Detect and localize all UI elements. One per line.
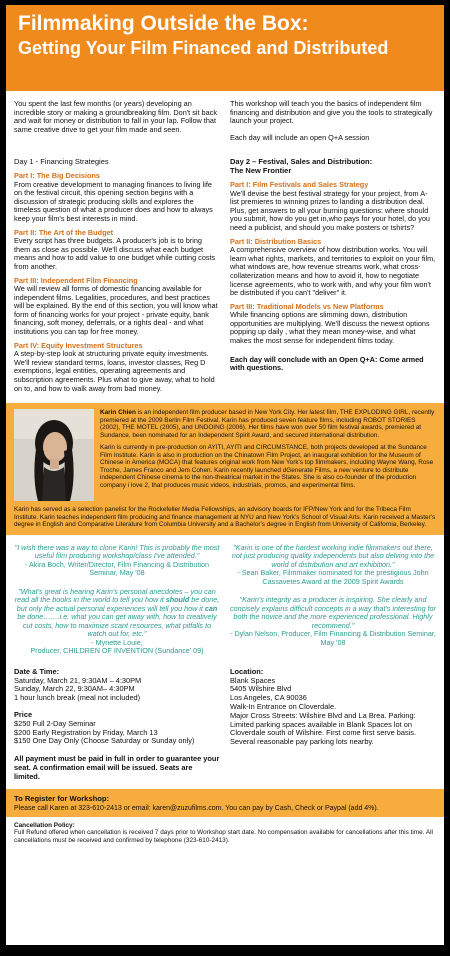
day2-heading-line2: The New Frontier <box>230 165 292 175</box>
day2-part3-title: Part III: Traditional Models vs New Platforms <box>230 301 384 311</box>
register-banner <box>6 789 444 817</box>
title-line-2: Getting Your Film Financed and Distributed <box>18 38 389 58</box>
location-label: Location: <box>230 666 264 676</box>
testimonials <box>6 535 444 656</box>
register-label: To Register for Workshop: <box>14 794 110 804</box>
bio-paragraph-3: Karin has served as a selection panelist for the Rockefeller Media Fellowships, an advisory boards for IFP/New York and for the Tribeca Film Institute. Karin teaches independent film producing and finance management at NYU and New York's School of Visual Arts. Karin received a Master's degree in English and Comparative Literature from Columbia University and a Bachelor's degree in English from University of California, Berkeley. <box>14 506 436 529</box>
testimonial-attribution: - Akira Boch, Writer/Director, Film Financing & Distribution Seminar, May '08 <box>25 559 209 578</box>
title-line-1: Filmmaking Outside the Box: <box>18 12 309 35</box>
testimonial-quote <box>14 588 220 639</box>
intro-right-text: This workshop will teach you the basics of independent film financing and distribution and give you the tools to strategically launch your project. <box>230 99 433 126</box>
day1-part3-title: Part III: Independent Film Financing <box>14 275 138 285</box>
day2-heading <box>230 157 436 175</box>
cancellation-text: Full Refund offered when cancellation is received 7 days prior to Workshop start date. No compensation available for cancellations after this time. All cancellations must be received and confirmed by telephone (323-610-2413). <box>14 829 433 844</box>
intro-left-text: You spent the last few months (or years) developing an incredible story or making a groundbreaking film. Don't sit back and wait for money or distribution to fall in your lap. Follow that same creative drive to get your film made and seen. <box>14 99 217 134</box>
day1-part2-body: Every script has three budgets. A producer's job is to bring them as close as possible. We'll discuss what each budget means and how to add value to one budget while cutting costs from another. <box>14 236 216 271</box>
flyer <box>6 5 444 945</box>
header-banner <box>6 5 444 91</box>
day1-part2-title: Part II: The Art of the Budget <box>14 227 114 237</box>
price-line: $150 One Day Only (Choose Saturday or Sunday only) <box>14 736 195 746</box>
schedule-line: Sunday, March 22, 9:30AM– 4:30PM <box>14 684 135 694</box>
payment-note: All payment must be paid in full in order to guarantee your seat. A confirmation email will be issued. Seats are limited. <box>14 754 220 782</box>
day1-part1-body: From creative development to managing finances to living life on the festival circuit, this opening section begins with a discussion of strategic producing skills and explores the timeless question of what a producer does and how to always keep your film's best interests in mind. <box>14 179 213 223</box>
testimonial-attribution: - Dylan Nelson, Producer, Film Financing & Distribution Seminar, May '08 <box>230 629 436 647</box>
testimonial <box>14 588 220 656</box>
quote-emphasis: can <box>204 603 218 613</box>
testimonial <box>230 544 436 587</box>
testimonial-quote: "Karin's integrity as a producer is inspiring. She clearly and concisely explains difficult concepts in a way that's interesting for both the novice and the more experienced professional. Highly recommend." <box>230 595 436 630</box>
day1-part3-body: We will review all forms of domestic financing available for independent films. Legalities, procedures, and best practices will be explained. By the end of this section, you will know what form of financing works for your project - private equity, bank financing, soft money, deferrals, or a rights deal - and what institutions you can tap for free money. <box>14 284 218 337</box>
testimonial-attribution: - Mynette Louie, <box>91 637 143 647</box>
cancellation-policy <box>6 817 444 845</box>
day2-heading-line1: Day 2 – Festival, Sales and Distribution: <box>230 156 373 166</box>
day1-part1-title: Part I: The Big Decisions <box>14 170 100 180</box>
price-line: $200 Early Registration by Friday, March 13 <box>14 727 158 737</box>
day2-closing: Each day will conclude with an Open Q+A: Come armed with questions. <box>230 354 424 373</box>
bio-name: Karin Chien <box>100 409 136 417</box>
day2-part1-body: We'll devise the best festival strategy for your project, from A-list premieres to winning prizes to landing a distribution deal. Plus, get answers to all your burning questions: where should you submit, how do you get in,who pays for your hotel, do you need a publicist, and should you make posters or tshirts? <box>230 188 430 232</box>
day1-part4-title: Part IV: Equity Investment Structures <box>14 340 143 350</box>
price-label: Price <box>14 709 33 719</box>
bio-paragraph-1 <box>100 409 436 439</box>
location-line: 5405 Wilshire Blvd <box>230 684 292 694</box>
day1-column <box>14 157 220 393</box>
bio-paragraph-2: Karin is currently in pre-production on AYITI, AYITI and CIRCUMSTANCE, both projects developed at the Sundance Film Institute. Karin is also in production on the Chinatown Film Project, an inaugural exhibition for the Museum of Chinese in America (MOCA) that features original work from New York's top filmmakers, including Wayne Wang, Rose Troche, James Franco and Jem Cohen. Karin recently launched dGenerate Films, a new venture to distribute independent Chinese cinema to the non-theatrical market in the States. She is also co-founder of the production company i love 2, that produces music videos, industrials, promos, and experimental films. <box>100 444 434 489</box>
quote-segment: be done…….i.e. what you can get away with, how to creatively cut costs, how to maximize scant resources, what pitfalls to watch out for, etc." <box>17 612 217 639</box>
quote-segment: "What's great is hearing Karin's personal anecdotes – you can read all the books in the world to tell you how it <box>14 586 216 605</box>
schedule-label: Date & Time: <box>14 666 60 676</box>
testimonial <box>14 544 220 578</box>
schedule-line: Saturday, March 21, 9:30AM – 4:30PM <box>14 675 142 685</box>
intro-section <box>6 91 444 143</box>
testimonial-attribution: - Sean Baker, Filmmaker nominated for the prestigious John Cassavetes Award at the 2009 Spirit Awards <box>237 568 429 586</box>
day1-heading: Day 1 - Financing Strategies <box>14 156 109 166</box>
intro-qa-note: Each day will include an open Q+A session <box>230 133 370 143</box>
day2-part3-body: While financing options are slimming down, distribution opportunities are multiplying. We'll discuss the newest options popping up daily , what they mean money-wise, and what makes the most sense for independent films today. <box>230 310 430 346</box>
day2-part2-title: Part II: Distribution Basics <box>230 236 322 246</box>
location-line: Blank Spaces <box>230 675 276 685</box>
location-details: Major Cross Streets: Wilshire Blvd and La Brea. Parking: Limited parking spaces available in Blank Spaces lot on Cloverdale south of Wilshire. First come first serve basis. Several reasonable pay parking lots nearby. <box>230 710 417 747</box>
day2-part2-body: A comprehensive overview of how distribution works. You will learn what rights, markets, and territories to exploit on your film, what windows are, how revenue streams work, what cross-collaterization means and how to avoid it, how to negotiate license agreements, who to work with, and why your film won't be distributed if you can't "deliver" it. <box>230 245 436 298</box>
price-line: $250 Full 2-Day Seminar <box>14 718 96 728</box>
testimonial-quote: "Karin is one of the hardest working indie filmmakers out there, not just producing quality independents but also delving into the world of distribution and art exhibition." <box>231 542 435 569</box>
bio-section <box>6 403 444 535</box>
cancellation-label: Cancellation Policy: <box>14 821 75 829</box>
schedule-line: 1 hour lunch break (meal not included) <box>14 693 141 703</box>
day2-column <box>230 157 436 393</box>
testimonial-attribution-detail: Producer, CHILDREN OF INVENTION (Sundance' 09) <box>30 646 204 656</box>
event-info <box>6 668 444 781</box>
day1-part4-body: A step-by-step look at structuring private equity investments. We'll review standard terms, loans, investor classes, Reg D exemptions, legal entities, operating agreements and subscription agreements. Plus what to give away, what to hold on to, and how to walk away from bad money. <box>14 349 215 393</box>
day2-part1-title: Part I: Film Festivals and Sales Strategy <box>230 179 369 189</box>
bio-p1-text: is an independent film producer based in New York City. Her latest film, THE EXPLODING GIRL, recently premiered at the 2009 Berlin Film Festival. Karin has produced seven feature films, including ROBOT STORIES (2002), THE MOTEL (2005), and UNDOING (2006). Her films have won over 50 film festival awards, premiered at Sundance, been nominated for an Independent Spirit Award, and secured international distribution. <box>100 409 435 439</box>
days-section <box>6 157 444 393</box>
quote-segment: be done, but only the actual personal experiences will tell you how it <box>16 595 220 613</box>
testimonial <box>230 596 436 647</box>
quote-emphasis: should <box>165 595 190 605</box>
location-line: Los Angeles, CA 90036 <box>230 693 307 703</box>
register-text[interactable]: Please call Karen at 323-610-2413 or email: karen@zuzufilms.com. You can pay by Cash, Check or Paypal (add 4%). <box>14 804 379 812</box>
testimonial-quote: "I wish there was a way to clone Karin! This is probably the most useful film producing workshop/class I've attended." <box>14 542 220 561</box>
location-line: Walk-In Entrance on Cloverdale. <box>230 701 337 711</box>
portrait-photo <box>14 409 94 501</box>
